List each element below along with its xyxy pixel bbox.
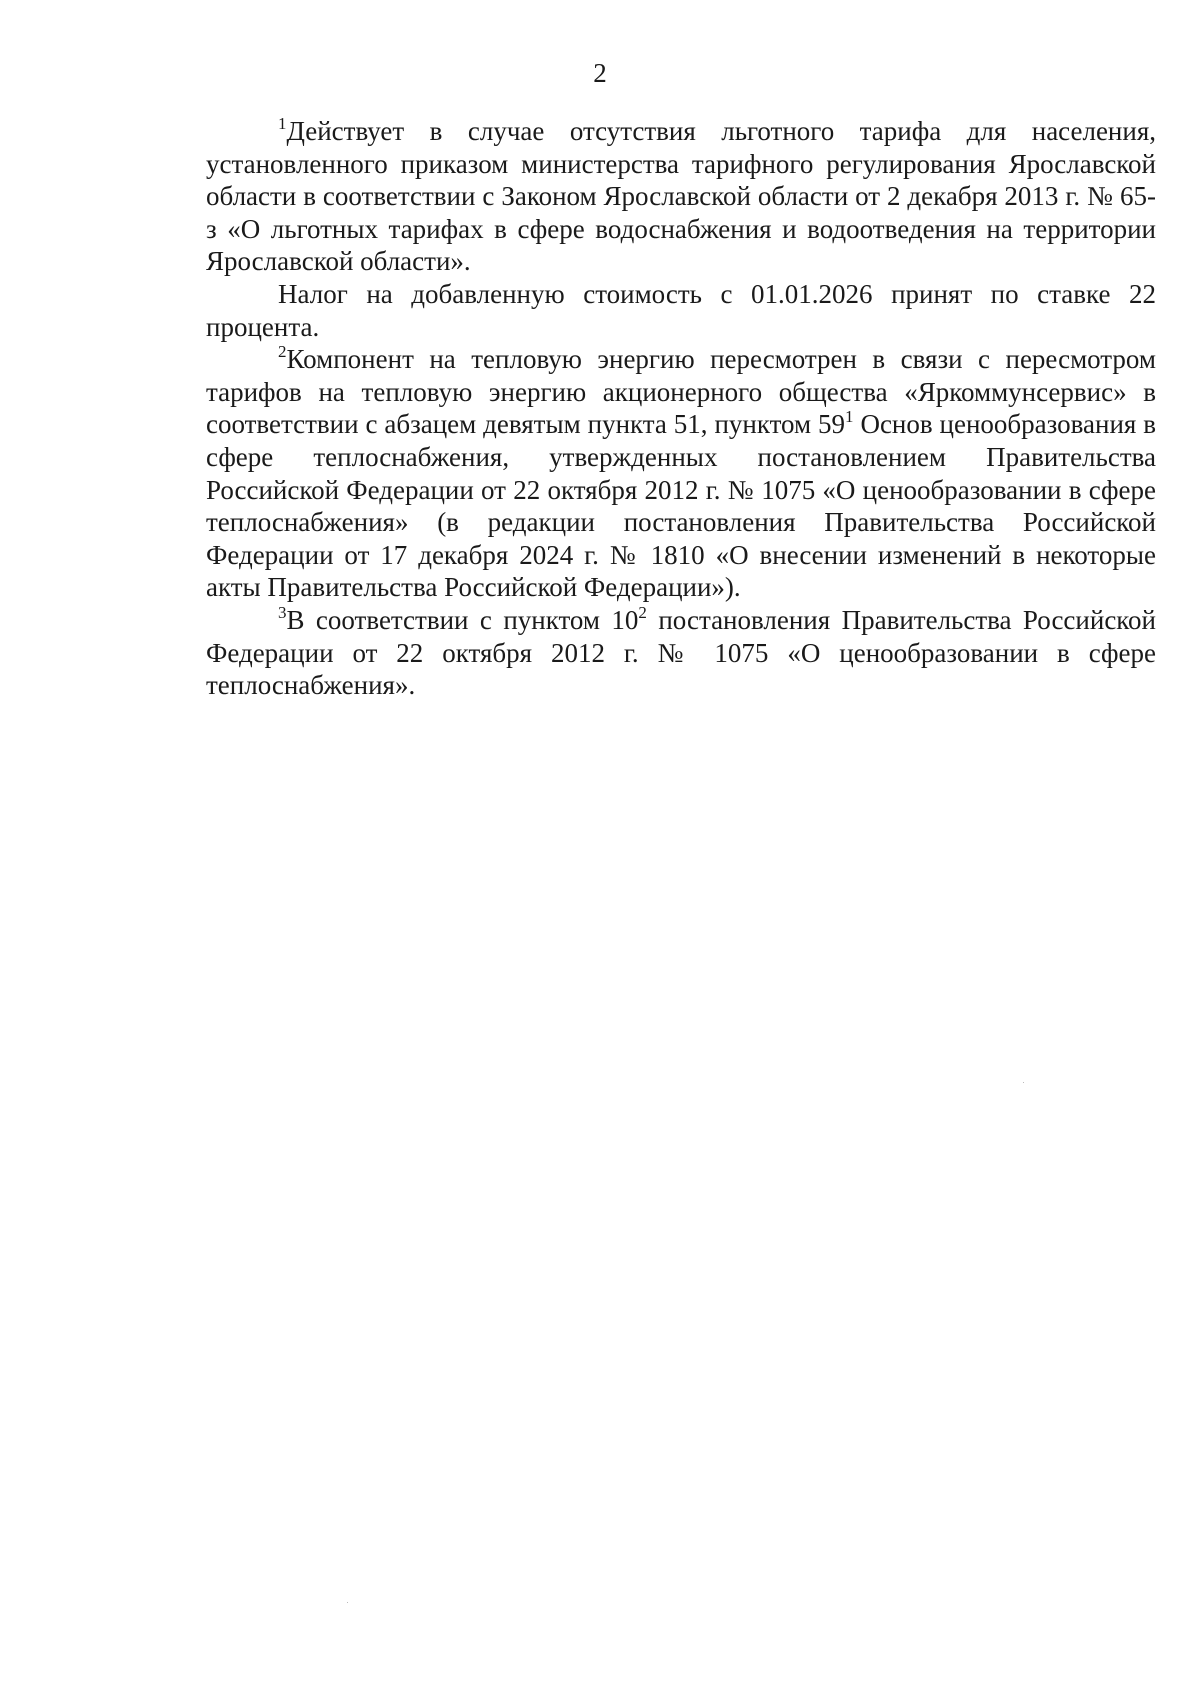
scan-speck [347,1602,348,1603]
footnote-3 [206,604,1156,702]
footnote-3-superscript: 2 [638,602,647,622]
footnote-mark-2: 2 [278,342,287,362]
document-body [206,115,1156,702]
footnote-2-text-a: Компонент на тепловую энергию пересмотрен в связи с пересмотром тарифов на тепловую энергию акционерного общества «Яркоммунсервис» в соответствии с абзацем девятым пункта 51, пунктом 59 [206,344,1156,440]
vat-note-text: Налог на добавленную стоимость с 01.01.2026 принят по ставке 22 процента. [206,278,1156,342]
footnote-2-text-b: Основ ценообразования в сфере теплоснабжения, утвержденных постановлением Правительства Российской Федерации от 22 октября 2012 г. № 1075 «О ценообразовании в сфере теплоснабжения» (в редакции постановления Правительства Российской Федерации от 17 декабря 2024 г. № 1810 «О внесении изменений в некоторые акты Правительства Российской Федерации»). [206,409,1156,603]
footnote-mark-1: 1 [278,114,287,133]
footnote-1 [206,115,1156,278]
footnote-3-text-b: постановления Правительства Российской Федерации от 22 октября 2012 г. № 1075 «О ценообразовании в сфере теплоснабжения». [206,604,1156,701]
footnote-mark-3: 3 [278,602,287,622]
vat-note [206,278,1156,343]
footnote-2-superscript: 1 [845,407,854,427]
scan-speck [1023,1082,1024,1083]
footnote-3-text-a: В соответствии с пунктом 10 [286,604,639,635]
page-number: 2 [593,58,607,88]
footnote-2 [206,343,1156,604]
footnote-1-text: Действует в случае отсутствия льготного тарифа для населения, установленного приказом министерства тарифного регулирования Ярославской области в соответствии с Законом Ярославской области от 2 декабря 2013 г. № 65-з «О льготных тарифах в сфере водоснабжения и водоотведения на территории Ярославской области». [206,116,1156,277]
